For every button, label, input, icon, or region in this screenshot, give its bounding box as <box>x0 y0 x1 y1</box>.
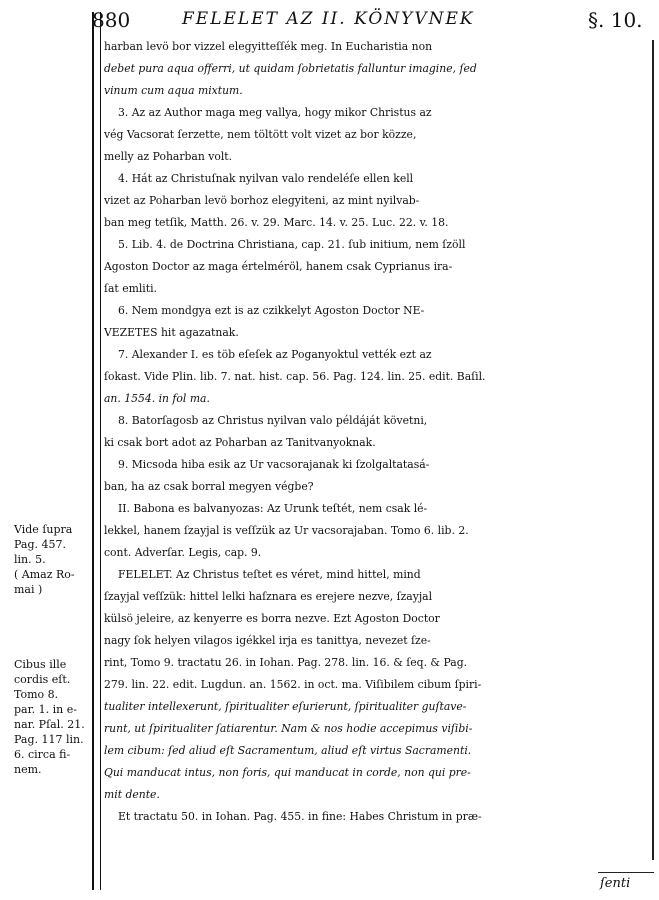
page-number: 880 <box>92 8 131 32</box>
page-header <box>88 2 658 32</box>
margin-note: Cibus ille cordis eſt. Tomo 8. par. 1. in e- nar. Pſal. 21. Pag. 117 lin. 6. circa fi- nem. <box>14 658 85 776</box>
text-line: lem cibum: ſed aliud eſt Sacramentum, aliud eſt virtus Sacramenti. <box>104 744 472 757</box>
text-line: ki csak bort adot az Poharban az Tanitvanyoknak. <box>104 436 376 449</box>
text-line: rint, Tomo 9. tractatu 26. in Iohan. Pag. 278. lin. 16. & ſeq. & Pag. <box>104 656 468 669</box>
margin-notes <box>14 522 92 789</box>
text-line: 8. Batorſagosb az Christus nyilvan valo példáját követni, <box>118 414 428 427</box>
left-border-rule <box>92 12 101 890</box>
running-title: FELELET AZ II. KÖNYVNEK <box>182 9 475 29</box>
text-line: harban levö bor vizzel elegyitteſſék meg. In Eucharistia non <box>104 40 433 53</box>
text-line: 5. Lib. 4. de Doctrina Christiana, cap. 21. ſub initium, nem ſzöll <box>118 238 466 251</box>
right-border-rule <box>652 40 654 860</box>
text-line: lekkel, hanem ſzayjal is veſſzük az Ur vacsorajaban. Tomo 6. lib. 2. <box>104 524 469 537</box>
text-line: vég Vacsorat ſerzette, nem töltött volt vizet az bor közze, <box>104 128 417 141</box>
text-line: ban meg tetſik, Matth. 26. v. 29. Marc. 14. v. 25. Luc. 22. v. 18. <box>104 216 449 229</box>
text-line: mit dente. <box>104 788 160 801</box>
text-line: an. 1554. in fol ma. <box>104 392 210 405</box>
text-line: ban, ha az csak borral megyen végbe? <box>104 480 314 493</box>
text-line: 9. Micsoda hiba esik az Ur vacsorajanak ki ſzolgaltatasá- <box>118 458 430 471</box>
text-line: 7. Alexander I. es töb eſeſek az Poganyoktul vették ezt az <box>118 348 432 361</box>
text-line: nagy ſok helyen vilagos igékkel irja es tanittya, nevezet ſze- <box>104 634 431 647</box>
text-line: vinum cum aqua mixtum. <box>104 84 243 97</box>
margin-note: Vide ſupra Pag. 457. lin. 5. ( Amaz Ro- mai ) <box>14 523 75 596</box>
text-line: debet pura aqua offerri, ut quidam ſobrietatis falluntur imagine, ſed <box>104 62 477 75</box>
catchword: ſenti <box>600 876 631 891</box>
text-line: ſat emliti. <box>104 282 157 295</box>
text-line: 4. Hát az Christuſnak nyilvan valo rendeléſe ellen kell <box>118 172 414 185</box>
text-line: II. Babona es balvanyozas: Az Urunk teſtét, nem csak lé- <box>118 502 428 515</box>
text-line: külsö jeleire, az kenyerre es borra nezve. Ezt Agoston Doctor <box>104 612 440 625</box>
text-line: melly az Poharban volt. <box>104 150 233 163</box>
text-line: runt, ut ſpiritualiter ſatiarentur. Nam & nos hodie accepimus viſibi- <box>104 722 473 735</box>
body-text <box>104 36 652 828</box>
text-line: 279. lin. 22. edit. Lugdun. an. 1562. in oct. ma. Viſibilem cibum ſpiri- <box>104 678 482 691</box>
text-line: 6. Nem mondgya ezt is az czikkelyt Agoston Doctor NE- <box>118 304 425 317</box>
text-line: Qui manducat intus, non foris, qui manducat in corde, non qui pre- <box>104 766 471 779</box>
text-line: FELELET. Az Christus teſtet es véret, mind hittel, mind <box>118 568 421 581</box>
section-mark: §. 10. <box>588 8 643 32</box>
text-line: vizet az Poharban levö borhoz elegyiteni, az mint nyilvab- <box>104 194 420 207</box>
text-line: 3. Az az Author maga meg vallya, hogy mikor Christus az <box>118 106 432 119</box>
text-line: Et tractatu 50. in Iohan. Pag. 455. in fine: Habes Christum in præ- <box>118 810 482 823</box>
text-line: cont. Adverſar. Legis, cap. 9. <box>104 546 262 559</box>
text-line: tualiter intellexerunt, ſpiritualiter eſurierunt, ſpiritualiter guſtave- <box>104 700 467 713</box>
text-line: ſzayjal veſſzük: hittel lelki haſznara es erejere nezve, ſzayjal <box>104 590 433 603</box>
text-line: Agoston Doctor az maga értelméröl, hanem csak Cyprianus ira- <box>104 260 453 273</box>
text-line: ſokast. Vide Plin. lib. 7. nat. hist. cap. 56. Pag. 124. lin. 25. edit. Baſil. <box>104 370 486 383</box>
catchword-rule <box>598 872 654 873</box>
text-line: VEZETES hit agazatnak. <box>104 326 239 339</box>
